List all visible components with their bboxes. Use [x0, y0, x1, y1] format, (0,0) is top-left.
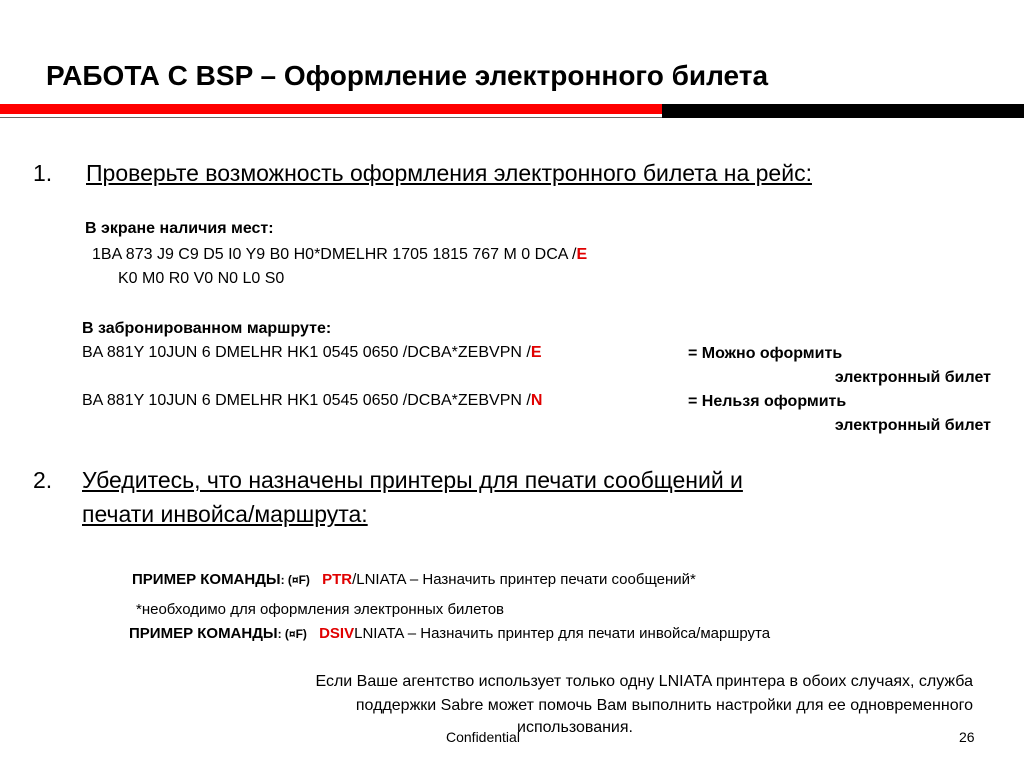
title-underline-black — [662, 104, 1024, 118]
route1-code: E — [530, 344, 542, 361]
route2-line — [82, 392, 542, 410]
note-line3: использования. — [517, 719, 633, 736]
section1-heading: Проверьте возможность оформления электронного билета на рейс: — [86, 160, 812, 186]
page-title: РАБОТА С BSP – Оформление электронного билета — [46, 60, 769, 91]
note-line2: поддержки Sabre может помочь Вам выполнить настройки для ее одновременного — [355, 697, 973, 714]
route1-result-line1: = Можно оформить — [688, 345, 843, 362]
section2-heading-line2: печати инвойса/маршрута: — [82, 501, 368, 527]
route1-text: BA 881Y 10JUN 6 DMELHR HK1 0545 0650 /DCBA*ZEBVPN / — [82, 344, 531, 361]
example1-cmd: PTR — [322, 571, 353, 588]
route2-result-line2: электронный билет — [834, 417, 991, 434]
example1-rest: /LNIATA – Назначить принтер печати сообщений* — [352, 571, 696, 588]
example1-label: ПРИМЕР КОМАНДЫ — [132, 571, 281, 588]
section2-number: 2. — [33, 467, 53, 493]
availability-line2: K0 M0 R0 V0 N0 L0 S0 — [118, 270, 285, 287]
route2-text: BA 881Y 10JUN 6 DMELHR HK1 0545 0650 /DCBA*ZEBVPN / — [82, 392, 531, 409]
confidential-label: Confidential — [446, 729, 520, 745]
example1-line — [132, 571, 696, 588]
example2-line — [129, 625, 770, 642]
footnote: *необходимо для оформления электронных билетов — [136, 601, 505, 618]
example2-label: ПРИМЕР КОМАНДЫ — [129, 625, 278, 642]
route1-line — [82, 344, 541, 362]
example2-rest: LNIATA – Назначить принтер для печати инвойса/маршрута — [354, 625, 771, 642]
availability-line1-text: 1BA 873 J9 C9 D5 I0 Y9 B0 H0*DMELHR 1705 1815 767 M 0 DCA / — [92, 246, 577, 263]
booked-label: В забронированном маршруте: — [82, 320, 332, 337]
note-line1: Если Ваше агентство использует только одну LNIATA принтера в обоих случаях, служба — [315, 673, 973, 690]
title-underline-thin — [0, 117, 662, 118]
page-number: 26 — [959, 729, 975, 745]
route2-code: N — [530, 392, 543, 409]
availability-label: В экране наличия мест: — [85, 220, 274, 237]
route2-result-line1: = Нельзя оформить — [688, 393, 847, 410]
title-underline-red — [0, 104, 662, 114]
section1-number: 1. — [33, 160, 53, 186]
route1-result-line2: электронный билет — [834, 369, 991, 386]
availability-line1 — [92, 246, 587, 264]
example2-cmd: DSIV — [319, 625, 355, 642]
section2-heading-line1: Убедитесь, что назначены принтеры для печати сообщений и — [82, 467, 743, 493]
example2-prefix: : (¤F) — [277, 627, 307, 641]
availability-code: E — [576, 246, 588, 263]
example1-prefix: : (¤F) — [280, 573, 310, 587]
